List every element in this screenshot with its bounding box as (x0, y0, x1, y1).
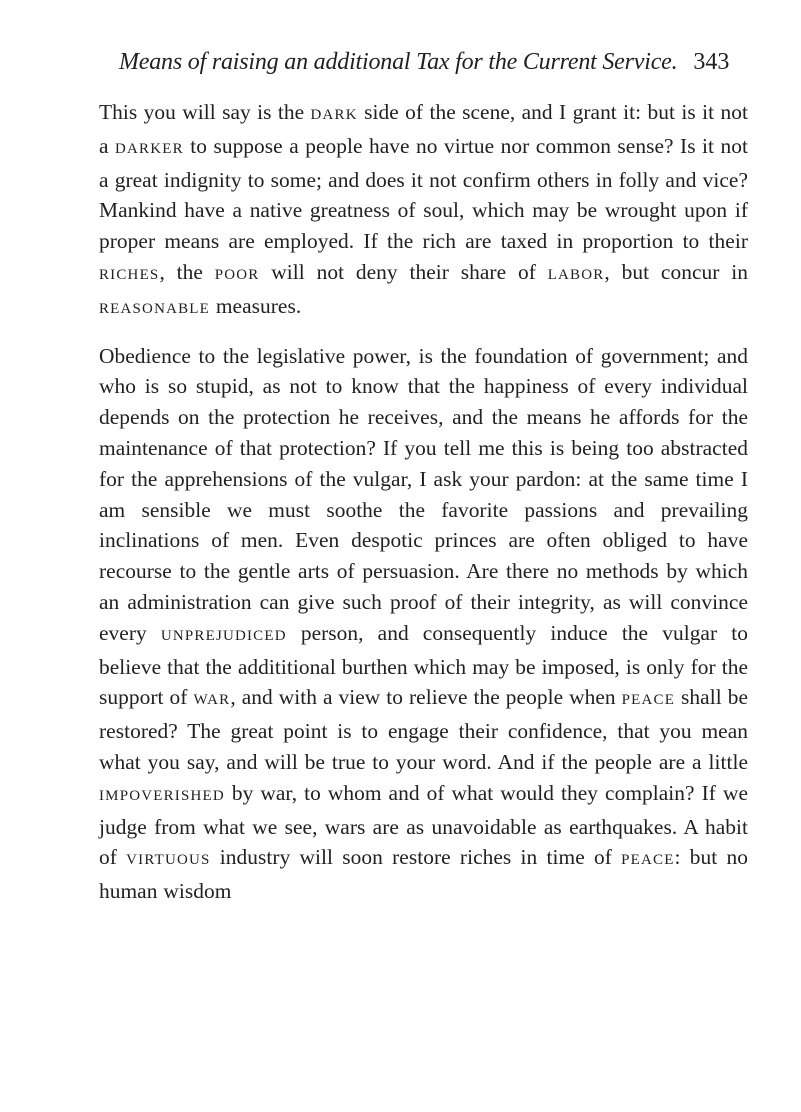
small-caps-word: WAR (193, 692, 231, 709)
running-head: Means of raising an additional Tax for the Current Service. (119, 49, 678, 75)
small-caps-word: REASONABLE (99, 300, 210, 317)
body-text (99, 97, 748, 907)
small-caps-word: DARKER (115, 140, 184, 157)
text-run: , but concur in (604, 259, 748, 284)
text-run: Obedience to the legislative power, is the foundation of government; and who is so stupid, as not to know that the happiness of every individual depends on the protection he receives, and the means he affords for the maintenance of that protection? If you tell me this is being too abstracted for the apprehensions of the vulgar, I ask your pardon: at the same time I am sensible we must soothe the favorite passions and prevailing inclinations of men. Even despotic princes are often obliged to have recourse to the gentle arts of persuasion. Are there no methods by which an administration can give such proof of their integrity, as will convince every (99, 343, 748, 645)
page-number: 343 (693, 49, 730, 75)
text-run: to suppose a people have no virtue nor common sense? Is it not a great indignity to some; and does it not confirm others in folly and vice? Mankind have a native greatness of soul, which may be wrought upon if proper means are employed. If the rich are taxed in proportion to their (99, 133, 748, 254)
small-caps-word: PEACE (621, 852, 675, 869)
small-caps-word: VIRTUOUS (126, 852, 211, 869)
text-run: by war, to whom and of what would they complain? If we judge from what we see, wars are as unavoidable as earthquakes. A habit of (99, 780, 748, 870)
text-run: shall be restored? The great point is to engage their confidence, that you mean what you say, and will be true to your word. And if the people are a little (99, 685, 748, 774)
text-run: : but no human wisdom (99, 845, 748, 904)
text-run: This you will say is the (99, 100, 311, 124)
small-caps-word: PEACE (621, 692, 676, 709)
small-caps-word: DARK (310, 107, 358, 123)
text-run: side of the scene, and I grant it: but is it not a (99, 100, 748, 158)
page-header (119, 44, 749, 80)
text-run: industry will soon restore riches in time of (210, 845, 622, 870)
text-run: person, and consequently induce the vulgar to believe that the addititional burthen which may be imposed, is only for the support of (99, 620, 749, 710)
paragraph (99, 97, 748, 325)
small-caps-word: RICHES (99, 266, 160, 283)
small-caps-word: POOR (214, 266, 260, 283)
small-caps-word: IMPOVERISHED (99, 787, 225, 804)
small-caps-word: UNPREJUDICED (160, 627, 287, 644)
paragraph (99, 341, 748, 907)
text-run: , and with a view to relieve the people when (230, 685, 622, 710)
text-run: will not deny their share of (259, 259, 548, 284)
small-caps-word: LABOR (547, 266, 605, 283)
text-run: measures. (209, 293, 302, 318)
text-run: , the (159, 259, 215, 284)
